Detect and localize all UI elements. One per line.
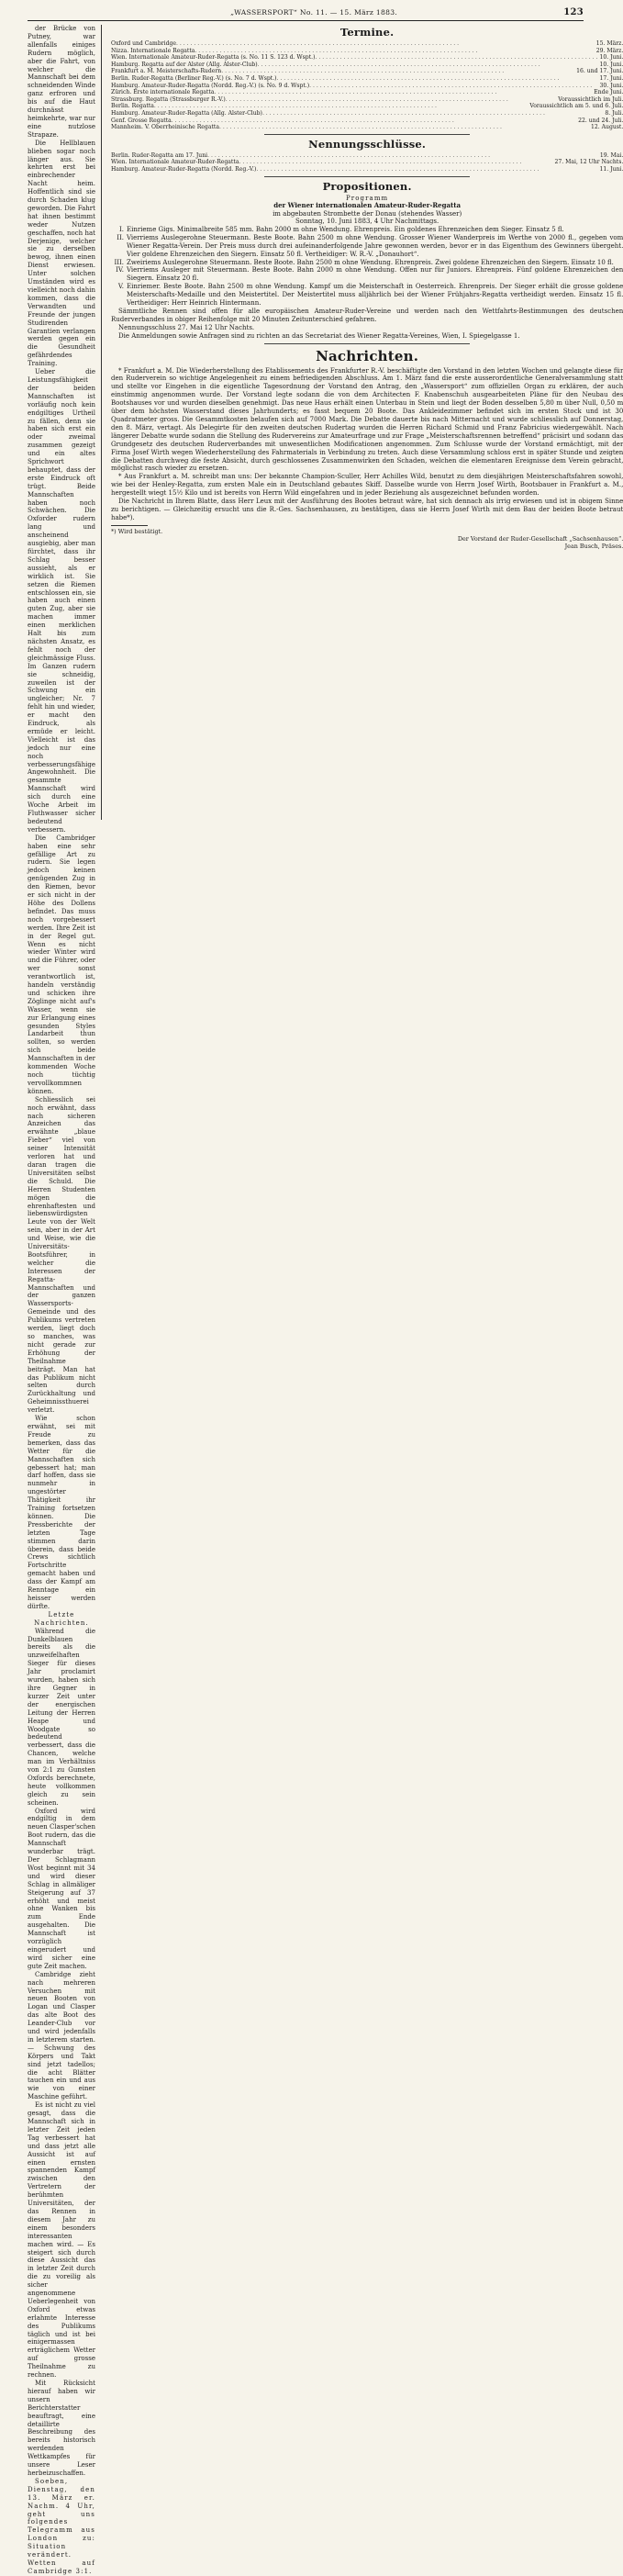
leader-dots: . . . . . . . . . . . . . . . . . . . . . . . . . . . . . . . . . . . . . . . . . . . . . . . . . . . . . . . . . . . . . . . . . . . . . . . . . . . . . . . . xyxy=(257,61,540,68)
schedule-date: Ende Juni. xyxy=(594,89,623,96)
article-paragraph: Ueber die Leistungsfähigkeit der beiden Mannschaften ist vorläufig noch kein endgiltiges Urtheil zu fällen, denn sie haben sich erst ein oder zweimal zusammen gezeigt und ein altes Sprichwort behauptet, dass der erste Eindruck oft trügt. Beide Mannschaften haben noch Schwächen. Die Oxforder rudern lang und anscheinend ausgiebig, aber man fürchtet, dass ihr Schlag besser aussieht, als er wirklich ist. Sie setzen die Riemen entschlossen ein, sie haben auch einen guten Zug, aber sie machen immer einen merklichen Halt bis zum nächsten Ansatz, es fehlt noch der gleichmässige Fluss. Im Ganzen rudern sie schneidig, zuweilen ist der Schwung ein ungleicher; Nr. 7 fehlt hin und wieder, er macht den Eindruck, als ermüde er leicht. Vielleicht ist das jedoch nur eine noch verbesserungsfähige Angewohnheit. Die gesammte Mannschaft wird sich durch eine Woche Arbeit im Fluthwasser sicher bedeutend verbessern. xyxy=(28,368,95,834)
schedule-date: 15. März. xyxy=(595,40,623,47)
schedule-date: 10. Juni. xyxy=(599,54,623,62)
signature-name: Jean Busch, Präses. xyxy=(564,542,623,550)
schedule-row xyxy=(111,118,623,125)
footnote xyxy=(111,528,623,550)
race-item xyxy=(111,226,623,234)
schedule-row xyxy=(111,68,623,75)
article-paragraph: Es ist nicht zu viel gesagt, dass die Mannschaft sich in letzter Zeit jeden Tag verbessert hat und dass jetzt alle Aussicht ist auf einen ernsten spannenden Kampf zwischen den Vertretern der berühmten Universitäten, der das Rennen in diesem Jahr zu einem besonders interessanten machen wird. — Es steigert sich durch diese Aussicht das in letzter Zeit durch die zu voreilig als sicher angenommene Ueberlegenheit von Oxford etwas erlahmte Interesse des Publikums täglich und ist bei einigermassen erträglichem Wetter auf grosse Theilnahme zu rechnen. xyxy=(28,2101,95,2380)
schedule-date: 11. Juni. xyxy=(599,165,623,173)
leader-dots: . . . . . . . . . . . . . . . . . . . . . . . . . . . . . . . . . . . . . . . . . . . . . . . . . . . . . . . . . . . . . . . . . . . . . . . . . . . . . . . . xyxy=(239,159,522,166)
schedule-row xyxy=(111,83,623,90)
schedule-row xyxy=(111,152,623,160)
columns xyxy=(28,25,623,2575)
nachrichten-title: Nachrichten. xyxy=(316,347,419,364)
right-column xyxy=(109,25,623,820)
nennungsschluss-table xyxy=(111,152,623,174)
race-number: V. xyxy=(117,283,124,291)
schedule-event: Zürich. Erste internationale Regatta xyxy=(110,89,215,96)
race-item xyxy=(111,259,623,267)
schedule-row xyxy=(111,54,623,62)
schedule-event: Berlin. Ruder-Regatta am 17. Juni xyxy=(110,151,208,159)
race-item xyxy=(111,283,623,308)
leader-dots: . . . . . . . . . . . . . . . . . . . . . . . . . . . . . . . . . . . . . . . . . . . . . . . . . . . . . . . . . . . . . . . . . . . . . . . . . . . . . . . . xyxy=(276,74,560,82)
propositionen-closing: Sämmtliche Rennen sind offen für alle europäischen Amateur-Ruder-Vereine und werden nach den Wettfahrts-Bestimmungen des deutschen Ruderverbandes in obiger Reihenfolge mit 20 Minuten Zeitunterschied gefahren. xyxy=(110,307,623,323)
news-paragraph: * Aus Frankfurt a. M. schreibt man uns: Der bekannte Champion-Sculler, Herr Achilles Wild, benutzt zu dem diesjährigen Meisterschaftsfahren sowohl, wie bei der Henley-Regatta, zum ersten Male ein in Deutschland gebautes Skiff. Dasselbe wurde von Herrn Josef Wirth, Bootsbauer in Frankfurt a. M., hergestellt wiegt 15½ Kilo und ist bereits von Herrn Wild eingefahren und in jeder Beziehung als ausgezeichnet befunden worden. xyxy=(110,473,623,498)
schedule-event: Hamburg. Regatta auf der Alster (Allg. Alster-Club) xyxy=(110,61,258,68)
propositionen-closing: Nennungsschluss 27. Mai 12 Uhr Nachts. xyxy=(117,323,255,331)
race-description: Einriemer. Beste Boote. Bahn 2500 m ohne Wendung. Kampf um die Meisterschaft in Oesterreich. Ehrenpreis. Der Sieger erhält die grosse goldene Meisterschafts-Medaille und den Meistertitel. Der Meistertitel muss alljährlich bei der Wiener Frühjahrs-Regatta vertheidigt werden. Einsatz 15 fl. Vertheidiger: Herr Heinrich Hintermann. xyxy=(126,283,623,308)
header-rule xyxy=(28,20,584,21)
schedule-date: 22. und 24. Juli. xyxy=(578,117,623,124)
programm-label: Programm xyxy=(345,194,389,202)
schedule-date: 29. März. xyxy=(595,47,623,54)
leader-dots: . . . . . . . . . . . . . . . . . . . . . . . . . . . . . . . . . . . . . . . . . . . . . . . . . . . . . . . . . . . . . . . . . . . . . . . . . . . . . . . . xyxy=(153,103,437,110)
article-paragraph: Oxford wird endgiltig in dem neuen Clasper'schen Boot rudern, das die Mannschaft wunderbar trägt. Der Schlagmann Wost beginnt mit 34 und wird dieser Schlag in allmäliger Steigerung auf 37 erhöht und meist ohne Wanken bis zum Ende ausgehalten. Die Mannschaft ist vorzüglich eingerudert und wird sicher eine gute Zeit machen. xyxy=(28,1807,95,1970)
schedule-row xyxy=(111,96,623,104)
schedule-event: Hamburg. Amateur-Ruder-Regatta (Allg. Alster-Club) xyxy=(110,109,262,117)
schedule-event: Oxford und Cambridge xyxy=(110,40,177,47)
schedule-event: Berlin. Ruder-Regatta (Berliner Reg.-V.) (s. No. 7 d. Wspt.) xyxy=(110,74,277,82)
schedule-date: 16. und 17. Juni. xyxy=(576,68,623,75)
schedule-date: 27. Mai, 12 Uhr Nachts. xyxy=(554,159,623,166)
schedule-event: Hamburg. Amateur-Ruder-Regatta (Nordd. Reg.-V.) (s. No. 9 d. Wspt.) xyxy=(110,82,310,89)
leader-dots: . . . . . . . . . . . . . . . . . . . . . . . . . . . . . . . . . . . . . . . . . . . . . . . . . . . . . . . . . . . . . . . . . . . . . . . . . . . . . . . . xyxy=(195,47,478,54)
schedule-date: Voraussichtlich im Juli. xyxy=(558,95,623,103)
leader-dots: . . . . . . . . . . . . . . . . . . . . . . . . . . . . . . . . . . . . . . . . . . . . . . . . . . . . . . . . . . . . . . . . . . . . . . . . . . . . . . . . xyxy=(171,117,454,124)
article-paragraph: Cambridge zieht nach mehreren Versuchen mit neuen Booten von Logan und Clasper das alte Boot des Leander-Club vor und wird jedenfalls in letzterem starten. — Schwung des Körpers und Takt sind jetzt tadellos; die acht Blätter tauchen ein und aus wie von einer Maschine geführt. xyxy=(28,1970,95,2101)
schedule-row xyxy=(111,48,623,55)
article-paragraph: Während die Dunkelblauen bereits als die unzweifelhaften Sieger für dieses Jahr proclamirt wurden, haben sich ihre Gegner in kurzer Zeit unter der energischen Leitung der Herren Heape und Woodgate so bedeutend verbessert, dass die Chancen, welche man im Verhältniss von 2:1 zu Gunsten Oxfords berechnete, heute vollkommen gleich zu sein scheinen. xyxy=(28,1627,95,1807)
left-column xyxy=(28,25,102,2575)
race-number: III. xyxy=(114,258,124,266)
schedule-row xyxy=(111,159,623,166)
leader-dots: . . . . . . . . . . . . . . . . . . . . . . . . . . . . . . . . . . . . . . . . . . . . . . . . . . . . . . . . . . . . . . . . . . . . . . . . . . . . . . . . xyxy=(176,40,460,47)
telegram-paragraph: Soeben, Dienstag, den 13. März er. Nachm. 4 Uhr, geht uns folgendes Telegramm aus London zu: Situation verändert. Wetten auf Cambridge 3:1. xyxy=(28,2477,95,2575)
schedule-row xyxy=(111,40,623,48)
termine-title: Termine. xyxy=(339,26,395,39)
section-rule xyxy=(264,176,469,177)
race-number: II. xyxy=(117,233,124,241)
footnote-rule xyxy=(111,525,148,526)
signature-line: Der Vorstand der Ruder-Gesellschaft „Sachsenhausen“. xyxy=(457,534,623,543)
article-paragraph: Die Cambridger haben eine sehr gefällige Art zu rudern. Sie legen jedoch keinen genügenden Zug in den Riemen, bevor er sich nicht in der Höhe des Dollens befindet. Das muss noch vorgebessert werden. Ihre Zeit ist in der Regel gut. Wenn es nicht wieder Winter wird und die Führer, oder wer sonst verantwortlich ist, handeln verständig und schicken ihre Zöglinge nicht auf's Wasser, wenn sie zur Erlangung eines gesunden Styles Landarbeit thun sollten, so werden sich beide Mannschaften in der kommenden Woche noch tüchtig vervollkommnen können. xyxy=(28,834,95,1095)
leader-dots: . . . . . . . . . . . . . . . . . . . . . . . . . . . . . . . . . . . . . . . . . . . . . . . . . . . . . . . . . . . . . . . . . . . . . . . . . . . . . . . . xyxy=(225,95,508,103)
schedule-date: 8. Juli. xyxy=(605,109,623,117)
race-item xyxy=(111,234,623,259)
schedule-event: Nizza. Internationale Regatta xyxy=(110,47,195,54)
schedule-row xyxy=(111,62,623,69)
leader-dots: . . . . . . . . . . . . . . . . . . . . . . . . . . . . . . . . . . . . . . . . . . . . . . . . . . . . . . . . . . . . . . . . . . . . . . . . . . . . . . . . xyxy=(315,54,598,62)
programm-subtitle: der Wiener internationalen Amateur-Ruder-Regatta xyxy=(273,201,462,210)
article-paragraph: Wie schon erwähnt, sei mit Freude zu bemerken, dass das Wetter für die Mannschaften sich gebessert hat; man darf hoffen, dass sie nunmehr in ungestörter Thätigkeit ihr Training fortsetzen können. Die Pressberichte der letzten Tage stimmen darin überein, dass beide Crews sichtlich Fortschritte gemacht haben und dass der Kampf am Renntage ein heisser werden dürfte. xyxy=(28,1415,95,1610)
leader-dots: . . . . . . . . . . . . . . . . . . . . . . . . . . . . . . . . . . . . . . . . . . . . . . . . . . . . . . . . . . . . . . . . . . . . . . . . . . . . . . . . xyxy=(207,151,491,159)
running-head xyxy=(28,7,584,18)
section-rule xyxy=(264,343,469,344)
race-description: Vierriems Auslegerohne Steuermann. Beste Boote. Bahn 2500 m ohne Wendung. Grosser Wiener Wanderpreis im Werthe von 2000 fl., gegeben vom Wiener Regatta-Verein. Der Preis muss durch drei aufeinanderfolgende Jahre gewonnen werden, bevor er in das Eigenthum des Gewinners übergeht. Vier goldene Ehrenzeichen den Siegern. Einsatz 50 fl. Vertheidiger: W. R.-V. „Donauhort“. xyxy=(126,233,623,258)
schedule-event: Hamburg. Amateur-Ruder-Regatta (Nordd. Reg.-V.) xyxy=(110,165,257,173)
news-paragraph: Die Nachricht in Ihrem Blatte, dass Herr Leux mit der Ausführung des Bootes betraut wäre, hat sich dennach als irrig erwiesen und ist in obigem Sinne zu berichtigen. — Gleichzeitig ersucht uns die R.-Ges. Sachsenhausen, zu bestätigen, dass sie Herrn Josef Wirth mit dem Bau der beiden Boote betraut habe*). xyxy=(110,498,623,521)
leader-dots: . . . . . . . . . . . . . . . . . . . . . . . . . . . . . . . . . . . . . . . . . . . . . . . . . . . . . . . . . . . . . . . . . . . . . . . . . . . . . . . . xyxy=(214,89,497,96)
schedule-row xyxy=(111,89,623,96)
race-description: Einrieme Gigs. Minimalbreite 585 mm. Bahn 2000 m ohne Wendung. Ehrenpreis. Ein goldenes Ehrenzeichen dem Sieger. Einsatz 5 fl. xyxy=(126,225,564,233)
nennungsschluss-title: Nennungsschlüsse. xyxy=(308,137,427,151)
schedule-row xyxy=(111,166,623,174)
propositionen-closing: Die Anmeldungen sowie Anfragen sind zu richten an das Secretariat des Wiener Regatta-Vereines, Wien, I. Spiegelgasse 1. xyxy=(117,331,520,340)
leader-dots: . . . . . . . . . . . . . . . . . . . . . . . . . . . . . . . . . . . . . . . . . . . . . . . . . . . . . . . . . . . . . . . . . . . . . . . . . . . . . . . . xyxy=(261,109,545,117)
schedule-row xyxy=(111,110,623,118)
race-description: Zweiriems Auslegerohne Steuermann. Beste Boote. Bahn 2500 m ohne Wendung. Ehrenpreis. Zwei goldene Ehrenzeichen den Siegern. Einsatz 10 fl. xyxy=(126,258,614,266)
schedule-row xyxy=(111,124,623,131)
schedule-row xyxy=(111,75,623,83)
schedule-event: Berlin. Regatta xyxy=(110,103,154,110)
schedule-date: 19. Mai. xyxy=(599,151,623,159)
race-list xyxy=(111,226,623,308)
race-number: IV. xyxy=(116,266,124,274)
schedule-event: Wien. Internationale Amateur-Ruder-Regatta (s. No. 11 S. 123 d. Wspt.) xyxy=(110,54,316,62)
running-head-title: „WASSERSPORT“ No. 11. — 15. März 1883. xyxy=(230,8,398,17)
race-item xyxy=(111,266,623,283)
schedule-event: Strassburg. Regatta (Strassburger R.-V.) xyxy=(110,95,226,103)
termine-table xyxy=(111,40,623,131)
schedule-event: Wien. Internationale Amateur-Ruder-Regatta xyxy=(110,159,239,166)
footnote-text: *) Wird bestätigt. xyxy=(110,527,163,535)
schedule-row xyxy=(111,103,623,110)
schedule-date: Voraussichtlich am 5. und 6. Juli. xyxy=(529,103,623,110)
leader-dots: . . . . . . . . . . . . . . . . . . . . . . . . . . . . . . . . . . . . . . . . . . . . . . . . . . . . . . . . . . . . . . . . . . . . . . . . . . . . . . . . xyxy=(221,68,505,75)
article-paragraph: der Brücke von Putney, war allenfalls einiges Rudern möglich, aber die Fahrt, von welcher die Mannschaft bei dem schneidenden Winde ganz erfroren und bis auf die Haut durchnässt heimkehrte, war nur eine nutzlose Strapaze. xyxy=(28,25,95,139)
page-number: 123 xyxy=(563,7,584,17)
schedule-event: Mannheim. V. Oberrheinische Regatta xyxy=(110,124,219,131)
leader-dots: . . . . . . . . . . . . . . . . . . . . . . . . . . . . . . . . . . . . . . . . . . . . . . . . . . . . . . . . . . . . . . . . . . . . . . . . . . . . . . . . xyxy=(309,82,593,89)
leader-dots: . . . . . . . . . . . . . . . . . . . . . . . . . . . . . . . . . . . . . . . . . . . . . . . . . . . . . . . . . . . . . . . . . . . . . . . . . . . . . . . . xyxy=(256,165,540,173)
schedule-date: 10. Juni. xyxy=(599,61,623,68)
leader-dots: . . . . . . . . . . . . . . . . . . . . . . . . . . . . . . . . . . . . . . . . . . . . . . . . . . . . . . . . . . . . . . . . . . . . . . . . . . . . . . . . xyxy=(218,124,502,131)
schedule-date: 12. August. xyxy=(591,124,623,131)
programm-location: im abgebauten Strombette der Donau (stehendes Wasser) xyxy=(273,209,462,218)
article-paragraph: Schliesslich sei noch erwähnt, dass nach sicheren Anzeichen das erwähnte „blaue Fieber“ viel von seiner Intensität verloren hat und daran tragen die Universitäten selbst die Schuld. Die Herren Studenten mögen die ehrenhaftesten und liebenswürdigsten Leute von der Welt sein, aber in der Art und Weise, wie die Universitäts-Bootsführer, in welcher die Interessen der Regatta-Mannschaften und der ganzen Wassersports-Gemeinde und des Publikums vertreten werden, liegt doch so manches, was nicht gerade zur Erhöhung der Theilnahme beiträgt. Man hat das Publikum nicht selten durch Zurückhaltung und Geheimnissthuerei verletzt. xyxy=(28,1095,95,1415)
schedule-event: Frankfurt a. M. Meisterschafts-Rudern xyxy=(110,68,222,75)
section-rule xyxy=(264,134,469,135)
article-paragraph: Die Hellblauen blieben sogar noch länger aus. Sie kehrten erst bei einbrechender Nacht heim. Hoffentlich sind sie durch Schaden klug geworden. Die Fahrt hat ihnen bestimmt weder Nutzen geschaffen, noch hat Derjenige, welcher sie zu derselben bewog, ihnen einen Dienst erwiesen. Unter solchen Umständen wird es vielleicht noch dahin kommen, dass die Verwandten und Freunde der jungen Studirenden Garantien verlangen werden gegen ein die Gesundheit gefährdendes Training. xyxy=(28,139,95,368)
article-paragraph: Mit Rücksicht hierauf haben wir unsern Berichterstatter beauftragt, eine detaillirte Beschreibung des bereits historisch werdenden Wettkampfes für unsere Leser herbeizuschaffen. xyxy=(28,2380,95,2477)
race-number: I. xyxy=(118,225,124,233)
race-description: Vierriems Ausleger mit Steuermann. Beste Boote. Bahn 2000 m ohne Wendung. Offen nur für Juniors. Ehrenpreis. Fünf goldene Ehrenzeichen den Siegern. Einsatz 20 fl. xyxy=(126,266,623,283)
subheading-letzte-nachrichten: Letzte Nachrichten. xyxy=(34,1610,89,1627)
schedule-date: 17. Juni. xyxy=(599,74,623,82)
programm-date: Sonntag, 10. Juni 1883, 4 Uhr Nachmittags. xyxy=(295,218,439,226)
news-paragraph: * Frankfurt a. M. Die Wiederherstellung des Etablissements des Frankfurter R.-V. beschäftigte den Vorstand in den letzten Wochen und gelangte diese für den Ruderverein so wichtige Angelegenheit zu einem befriedigenden Abschluss. Am 1. März fand die erste ausserordentliche Generalversammlung statt und stellte vor Eingehen in die eigentliche Tagesordnung der Vorstand den Antrag, den „Wassersport“ zum offiziellen Organ zu erklären, der auch einstimmig angenommen wurde. Der Vorstand legte sodann die von dem Architecten F. Knabenschuh ausgearbeiteten Pläne für den Neubau des Bootshauses vor und wurden dieselben genehmigt. Das neue Haus erhält einen Unterbau in Stein und liegt der Boden desselben 5,80 m über Null, 0,50 m über dem höchsten Wasserstand dieses Jahrhunderts; es fasst bequem 20 Boote. Das Ankleidezimmer befindet sich im ersten Stock und ist 30 Quadratmeter gross. Die Gesammtkosten belaufen sich auf 7000 Mark. Die Debatte dauerte bis nach Mitternacht und wurde schliesslich auf Donnerstag, den 8. März, vertagt. Als Delegirte für den zweiten deutschen Rudertag wurden die Herren Richard Schmid und Franz Fabricius wiedergewählt. Nach längerer Debatte wurde sodann die Stellung des Rudervereins zur Amateurfrage und zur Frage „Meisterschaftsrennen betreffend“ präcisirt und sodann das Grundgesetz des deutschen Ruderverbandes mit unwesentlichen Modificationen angenommen. Zum Schlusse wurde der Vorstand ermächtigt, mit der Firma Josef Wirth wegen Wiederherstellung des Fahrmaterials in Verbindung zu treten. Auch diese Versammlung schloss erst in später Stunde und zeigten die Debatten durchweg die feste Absicht, durch geschlossenes Zusammenwirken den Schaden, welchen die elementaren Ereignisse dem Verein gebracht, möglichst rasch wieder zu ersetzen. xyxy=(110,366,623,473)
schedule-event: Genf. Grosse Regatta xyxy=(110,117,172,124)
propositionen-title: Propositionen. xyxy=(322,179,412,193)
schedule-date: 30. Juni. xyxy=(599,82,623,89)
